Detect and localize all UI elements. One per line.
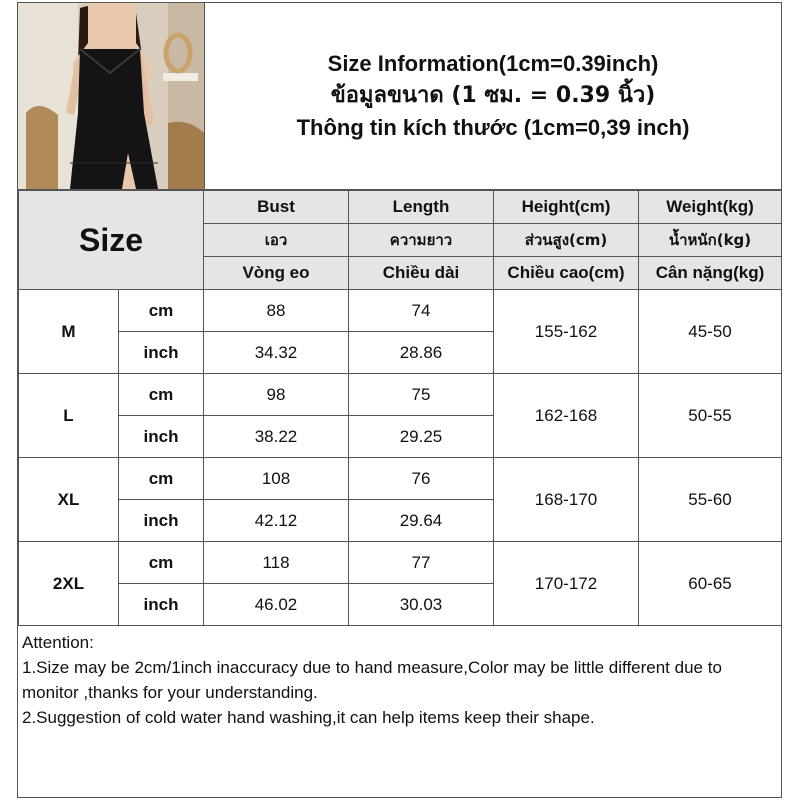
unit-cm: cm xyxy=(119,458,204,500)
bust-cm-value: 88 xyxy=(204,290,349,332)
bust-cm-value: 98 xyxy=(204,374,349,416)
heading-line-thai: ข้อมูลขนาด (1 ซม. = 0.39 นิ้ว) xyxy=(330,83,656,108)
weight-range: 45-50 xyxy=(639,290,782,374)
column-header-length: Length xyxy=(349,191,494,224)
column-header-height-thai: ส่วนสูง(cm) xyxy=(494,224,639,257)
column-header-length-vietnamese: Chiều dài xyxy=(349,257,494,290)
column-header-height: Height(cm) xyxy=(494,191,639,224)
length-inch-value: 30.03 xyxy=(349,584,494,626)
size-label: XL xyxy=(19,458,119,542)
length-inch-value: 28.86 xyxy=(349,332,494,374)
column-header-weight: Weight(kg) xyxy=(639,191,782,224)
product-photo xyxy=(18,3,205,190)
column-header-bust-vietnamese: Vòng eo xyxy=(204,257,349,290)
length-cm-value: 74 xyxy=(349,290,494,332)
bust-inch-value: 34.32 xyxy=(204,332,349,374)
unit-cm: cm xyxy=(119,374,204,416)
height-range: 170-172 xyxy=(494,542,639,626)
size-table xyxy=(18,190,782,626)
table-header-row xyxy=(19,191,782,224)
model-in-black-slip-dress-image xyxy=(18,3,204,189)
column-header-length-thai: ความยาว xyxy=(349,224,494,257)
size-label: L xyxy=(19,374,119,458)
attention-note-2: 2.Suggestion of cold water hand washing,it can help items keep their shape. xyxy=(22,708,595,727)
bust-cm-value: 118 xyxy=(204,542,349,584)
heading-line-vietnamese: Thông tin kích thước (1cm=0,39 inch) xyxy=(296,115,690,140)
table-row xyxy=(19,374,782,416)
length-cm-value: 75 xyxy=(349,374,494,416)
bust-inch-value: 38.22 xyxy=(204,416,349,458)
column-header-weight-vietnamese: Cân nặng(kg) xyxy=(639,257,782,290)
table-row xyxy=(19,542,782,584)
height-range: 168-170 xyxy=(494,458,639,542)
table-row xyxy=(19,458,782,500)
attention-notes xyxy=(22,630,779,730)
length-inch-value: 29.25 xyxy=(349,416,494,458)
size-column-header: Size xyxy=(19,191,204,290)
length-inch-value: 29.64 xyxy=(349,500,494,542)
height-range: 155-162 xyxy=(494,290,639,374)
size-chart-sheet xyxy=(17,2,782,798)
length-cm-value: 77 xyxy=(349,542,494,584)
attention-note-1: 1.Size may be 2cm/1inch inaccuracy due to hand measure,Color may be little different due to monitor ,thanks for your understanding. xyxy=(22,658,722,702)
column-header-weight-thai: น้ำหนัก(kg) xyxy=(639,224,782,257)
column-header-bust-thai: เอว xyxy=(204,224,349,257)
size-label: 2XL xyxy=(19,542,119,626)
size-information-heading xyxy=(205,3,781,190)
column-header-bust: Bust xyxy=(204,191,349,224)
column-header-height-vietnamese: Chiều cao(cm) xyxy=(494,257,639,290)
unit-inch: inch xyxy=(119,416,204,458)
weight-range: 55-60 xyxy=(639,458,782,542)
height-range: 162-168 xyxy=(494,374,639,458)
unit-cm: cm xyxy=(119,542,204,584)
table-row xyxy=(19,290,782,332)
length-cm-value: 76 xyxy=(349,458,494,500)
bust-inch-value: 42.12 xyxy=(204,500,349,542)
size-label: M xyxy=(19,290,119,374)
attention-title: Attention: xyxy=(22,633,94,652)
unit-inch: inch xyxy=(119,332,204,374)
unit-inch: inch xyxy=(119,500,204,542)
bust-inch-value: 46.02 xyxy=(204,584,349,626)
unit-cm: cm xyxy=(119,290,204,332)
bust-cm-value: 108 xyxy=(204,458,349,500)
heading-line-english: Size Information(1cm=0.39inch) xyxy=(327,51,659,76)
weight-range: 60-65 xyxy=(639,542,782,626)
weight-range: 50-55 xyxy=(639,374,782,458)
unit-inch: inch xyxy=(119,584,204,626)
